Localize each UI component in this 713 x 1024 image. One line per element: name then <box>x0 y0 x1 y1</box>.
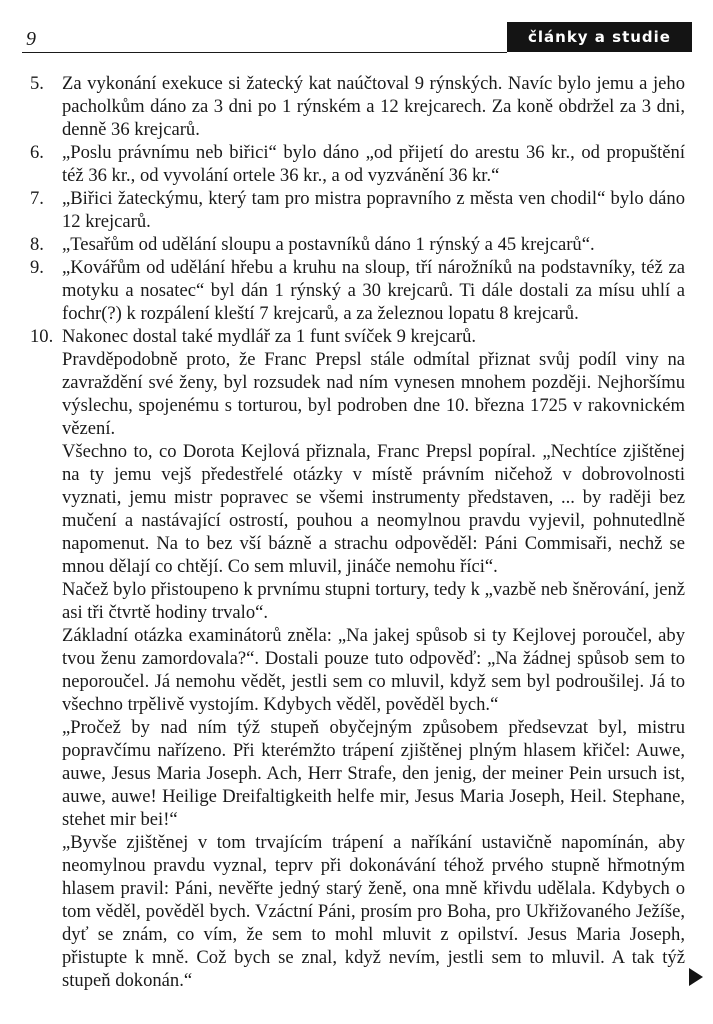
article-body <box>30 72 685 992</box>
paragraph: Pravděpodobně proto, že Franc Prepsl stále odmítal přiznat svůj podíl viny na zavraždění své ženy, byl rozsudek nad ním vynesen mnohem později. Nejhoršímu výslechu, spojenému s torturou, byl podroben dne 10. března 1725 v rakovnickém vězení. <box>62 349 685 439</box>
next-page-arrow-icon <box>689 968 703 986</box>
item-text: „Biřici žateckýmu, který tam pro mistra popravního z města ven chodil“ bylo dáno 12 krejcarů. <box>62 188 685 232</box>
item-text: Za vykonání exekuce si žatecký kat naúčtoval 9 rýnských. Navíc bylo jemu a jeho pacholkům dáno za 3 dni po 1 rýnském a 12 krejcarech. Za koně obdržel za 3 dni, denně 36 krejcarů. <box>62 73 685 140</box>
list-item <box>30 325 685 348</box>
item-number: 9. <box>30 257 44 278</box>
header-rule <box>22 52 507 53</box>
paragraph: Všechno to, co Dorota Kejlová přiznala, Franc Prepsl popíral. „Nechtíce zjištěnej na ty jemu vejš předestřelé otázky v místě právním ničehož v dobrovolnosti vyznati, jemu mistr popravec se všemi instrumenty představen, ... by raději bez mučení a nastávající ostrostí, pouhou a neomylnou pravdu vyjevil, pohnutedlně napomenut. Na to bez vší bázně a strachu odpověděl: Páni Commisaři, nechž se mnou dělají co chtějí. Co sem mluvil, jináče nemohu říci“. <box>62 441 685 577</box>
item-text: „Poslu právnímu neb biřici“ bylo dáno „od přijetí do arestu 36 kr., od propuštění též 36 kr., od vyvolání ortele 36 kr., a od vyzvánění 36 kr.“ <box>62 142 685 186</box>
paragraph: Načež bylo přistoupeno k prvnímu stupni tortury, tedy k „vazbě neb šněrování, jenž asi tři čtvrtě hodiny trvalo“. <box>62 579 685 623</box>
page-header <box>22 18 692 52</box>
paragraph: „Pročež by nad ním týž stupeň obyčejným způsobem předsevzat byl, mistru popravčímu nařízeno. Při kterémžto trápení zjištěnej plným hlasem křičel: Auwe, auwe, Jesus Maria Joseph. Ach, Herr Strafe, den jenig, der meiner Pein ursuch ist, auwe, auwe! Heilige Dreifaltigkeith helfe mir, Jesus Maria Joseph, Heil. Stephane, stehet mir bei!“ <box>62 717 685 830</box>
item-number: 10. <box>30 326 54 347</box>
item-number: 6. <box>30 142 44 163</box>
list-item <box>30 256 685 325</box>
item-number: 5. <box>30 73 44 94</box>
item-number: 8. <box>30 234 44 255</box>
paragraph: Základní otázka examinátorů zněla: „Na jakej spůsob si ty Kejlovej poroučel, aby tvou ženu zamordovala?“. Dostali pouze tuto odpověď: „Na žádnej spůsob sem to neporoučel. Já nemohu vědět, jestli sem co mluvil, když sem byl podroušilej. Já to všechno trpělivě vystojím. Kdybych věděl, pověděl bych.“ <box>62 625 685 715</box>
item-text: Nakonec dostal také mydlář za 1 funt svíček 9 krejcarů. <box>62 326 477 347</box>
item-text: „Kovářům od udělání hřebu a kruhu na sloup, tří nárožníků na podstavníky, též za motyku a nosatec“ byl dán 1 rýnský a 30 krejcarů. Ti dále dostali za mísu uhlí a fochr(?) k rozpálení kleští 7 krejcarů, a za železnou lopatu 8 krejcarů. <box>62 257 685 324</box>
item-text: „Tesařům od udělání sloupu a postavníků dáno 1 rýnský a 45 krejcarů“. <box>62 234 595 255</box>
list-item <box>30 141 685 187</box>
list-item <box>30 72 685 141</box>
page-number: 9 <box>26 28 36 50</box>
list-item <box>30 187 685 233</box>
section-label: články a studie <box>507 22 692 52</box>
item-number: 7. <box>30 188 44 209</box>
paragraph: „Byvše zjištěnej v tom trvajícím trápení a naříkání ustavičně napomínán, aby neomylnou pravdu vyznal, teprv při dokonávání téhož prvého stupně hřmotným hlasem pravil: Páni, nevěřte jedný starý ženě, ona mně křivdu udělala. Kdybych o tom věděl, pověděl bych. Vzáctní Páni, prosím pro Boha, pro Ukřižovaného Ježíše, dyť se znám, co vím, že sem to mohl mluvit z opilství. Jesus Maria Joseph, přistupte k mně. Což bych se znal, když nevím, jestli sem to mluvil. A tak týž stupeň dokonán.“ <box>62 832 685 991</box>
list-item <box>30 233 685 256</box>
